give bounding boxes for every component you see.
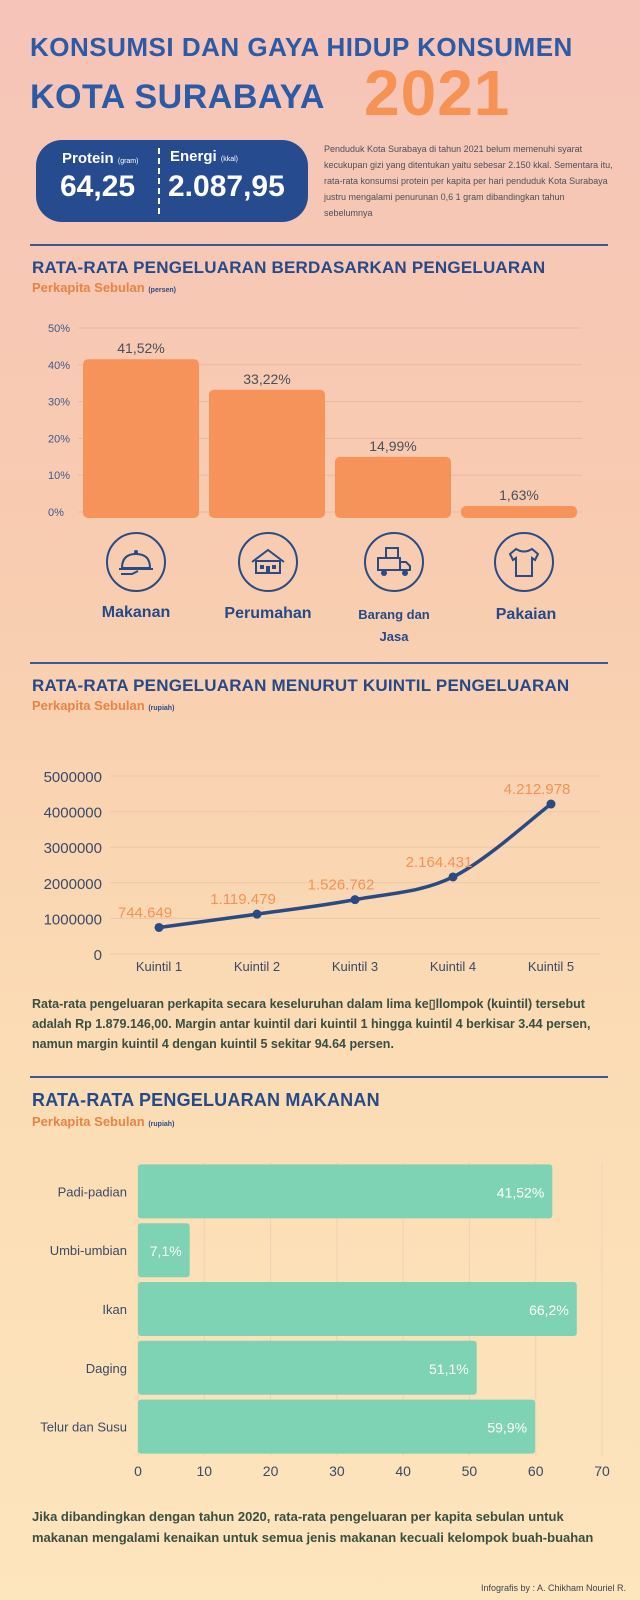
section1-subtitle-text: Perkapita Sebulan xyxy=(32,280,145,295)
section3-note: Jika dibandingkan dengan tahun 2020, rata-rata pengeluaran per kapita sebulan untuk makanan mengalami kenaikan untuk semua jenis makanan kecuali kelompok buah-buahan xyxy=(32,1509,594,1545)
chart3-value-label: 7,1% xyxy=(149,1243,182,1260)
chart3-x-ticks xyxy=(134,1463,610,1479)
chart1-y-tick-label: 0% xyxy=(48,507,64,519)
chart2-x-tick-label: Kuintil 5 xyxy=(527,959,575,974)
chart3-x-tick-label: 30 xyxy=(329,1463,345,1479)
chart3-x-tick-label: 10 xyxy=(196,1463,213,1479)
chart1-bar xyxy=(209,390,325,518)
chart1-value-label: 14,99% xyxy=(369,437,417,454)
chart1-value-label: 41,52% xyxy=(117,340,165,357)
chart3-bar xyxy=(138,1282,577,1336)
category-label-barang-jasa: Barang dan Jasa xyxy=(358,607,430,644)
chart3-bars xyxy=(138,1164,577,1453)
chart1-y-tick-label: 20% xyxy=(48,433,71,446)
page-title-line2: KOTA SURABAYA xyxy=(30,78,325,116)
intro-paragraph: Penduduk Kota Surabaya di tahun 2021 belum memenuhi syarat kecukupan gizi yang ditentukan yaitu sebesar 2.150 kkal. Sementara itu, rata-rata konsumsi protein per kapita per hari penduduk Kota Surabaya justru mengalami penurunan 0,6 1 gram dibandingkan tahun sebelumnya xyxy=(324,144,613,218)
chart2-value-label: 2.164.431 xyxy=(405,853,473,871)
expenditure-bar-chart xyxy=(0,300,640,530)
section-divider-2 xyxy=(30,662,608,664)
energy-label xyxy=(170,148,238,165)
chart1-y-tick-label: 40% xyxy=(48,359,71,372)
chart3-bar xyxy=(138,1400,535,1454)
section3-subtitle-text: Perkapita Sebulan xyxy=(32,1114,145,1129)
chart2-points xyxy=(155,800,556,932)
chart3-x-tick-label: 20 xyxy=(262,1463,279,1479)
chart2-point xyxy=(253,910,262,919)
chart2-y-ticks xyxy=(44,769,102,964)
chart2-grid xyxy=(110,776,600,954)
chart1-y-ticks xyxy=(48,323,70,519)
chart3-value-label: 59,9% xyxy=(487,1419,528,1436)
tshirt-icon xyxy=(494,532,554,592)
section2-subtitle-text: Perkapita Sebulan xyxy=(32,698,145,713)
credit-text: Infografis by : A. Chikham Nouriel R. xyxy=(480,1583,626,1593)
chart2-x-tick-label: Kuintil 1 xyxy=(135,959,183,974)
category-label-makanan: Makanan xyxy=(101,604,171,621)
section2-note: Rata-rata pengeluaran perkapita secara keseluruhan dalam lima ke▯llompok (kuintil) tersebut adalah Rp 1.879.146,00. Margin antar kuintil dari kuintil 1 hingga kuintil 4 berkisar 3.44 persen, namun margin kuintil 4 dengan kuintil 5 sekitar 94.64 persen. xyxy=(32,997,591,1051)
section3-unit: (rupiah) xyxy=(148,1121,175,1128)
chart2-value-label: 744.649 xyxy=(117,904,173,922)
delivery-truck-icon xyxy=(364,532,424,592)
category-label-perumahan: Perumahan xyxy=(224,605,312,622)
chart2-point xyxy=(547,800,556,809)
chart2-point xyxy=(351,895,360,904)
chart3-category-label: Ikan xyxy=(102,1302,127,1317)
section2-title: RATA-RATA PENGELUARAN MENURUT KUINTIL PENGELUARAN xyxy=(32,676,570,695)
chart2-value-label: 1.526.762 xyxy=(307,876,375,894)
chart2-y-tick-label: 1000000 xyxy=(43,911,102,929)
section1-title: RATA-RATA PENGELUARAN BERDASARKAN PENGELUARAN xyxy=(32,258,546,277)
chart3-x-tick-label: 0 xyxy=(134,1463,142,1479)
chart3-category-labels xyxy=(40,1184,127,1434)
chart3-x-tick-label: 70 xyxy=(594,1463,610,1479)
section2-subtitle xyxy=(32,698,174,713)
chart1-bar xyxy=(83,359,199,518)
energy-value: 2.087,95 xyxy=(168,170,285,203)
chart2-series-line xyxy=(159,804,551,927)
chart3-category-label: Padi-padian xyxy=(57,1184,127,1200)
page-title-year: 2021 xyxy=(364,57,511,129)
protein-label xyxy=(62,150,138,167)
category-label-pakaian: Pakaian xyxy=(495,606,557,623)
energy-label-text: Energi xyxy=(170,148,217,165)
chart1-value-label: 1,63% xyxy=(499,487,539,504)
chart3-x-tick-label: 60 xyxy=(527,1463,544,1479)
stats-divider xyxy=(158,148,160,214)
chart3-x-tick-label: 40 xyxy=(395,1463,411,1479)
protein-label-text: Protein xyxy=(62,150,114,167)
chart1-bar xyxy=(461,506,577,518)
section2-unit: (rupiah) xyxy=(148,705,175,712)
chart2-x-tick-label: Kuintil 3 xyxy=(331,959,379,974)
chart2-y-tick-label: 4000000 xyxy=(43,804,102,822)
section3-subtitle xyxy=(32,1114,174,1129)
chart3-x-tick-label: 50 xyxy=(461,1463,478,1479)
protein-value: 64,25 xyxy=(60,170,136,203)
food-expenditure-hbar-chart xyxy=(0,1150,640,1480)
chart2-x-tick-label: Kuintil 2 xyxy=(233,959,281,974)
chart2-y-tick-label: 5000000 xyxy=(43,769,102,786)
chart1-value-label: 33,22% xyxy=(243,370,291,387)
chart2-x-ticks xyxy=(136,959,574,974)
section3-title: RATA-RATA PENGELUARAN MAKANAN xyxy=(32,1090,380,1110)
chart2-value-label: 1.119.479 xyxy=(210,891,276,909)
chart3-bar xyxy=(138,1164,552,1218)
house-icon xyxy=(238,532,298,592)
section1-subtitle xyxy=(32,280,176,295)
food-cloche-icon xyxy=(106,532,166,592)
chart2-y-tick-label: 2000000 xyxy=(43,875,102,893)
chart3-category-label: Umbi-umbian xyxy=(49,1243,127,1259)
section-divider-3 xyxy=(30,1076,608,1078)
chart3-category-label: Daging xyxy=(85,1360,127,1376)
chart1-y-tick-label: 10% xyxy=(48,470,71,483)
section-divider-1 xyxy=(30,244,608,246)
chart2-y-tick-label: 0 xyxy=(93,947,102,964)
quintile-line-chart xyxy=(0,760,640,980)
chart2-y-tick-label: 3000000 xyxy=(43,840,102,858)
chart3-value-label: 41,52% xyxy=(496,1184,545,1201)
chart2-point xyxy=(155,923,164,932)
page-title-line1: KONSUMSI DAN GAYA HIDUP KONSUMEN xyxy=(30,32,573,62)
chart3-value-label: 66,2% xyxy=(529,1302,569,1318)
chart1-bar xyxy=(335,457,451,518)
chart3-category-label: Telur dan Susu xyxy=(40,1419,127,1435)
chart2-x-tick-label: Kuintil 4 xyxy=(429,959,477,974)
chart2-value-label: 4.212.978 xyxy=(503,781,571,799)
chart3-value-label: 51,1% xyxy=(429,1360,469,1377)
section1-unit: (persen) xyxy=(148,287,176,294)
chart1-y-tick-label: 30% xyxy=(48,396,71,409)
energy-unit: (kkal) xyxy=(220,156,238,163)
protein-unit: (gram) xyxy=(117,158,139,165)
chart3-bar xyxy=(138,1341,477,1395)
chart1-y-tick-label: 50% xyxy=(48,323,71,335)
chart2-point xyxy=(449,872,458,881)
